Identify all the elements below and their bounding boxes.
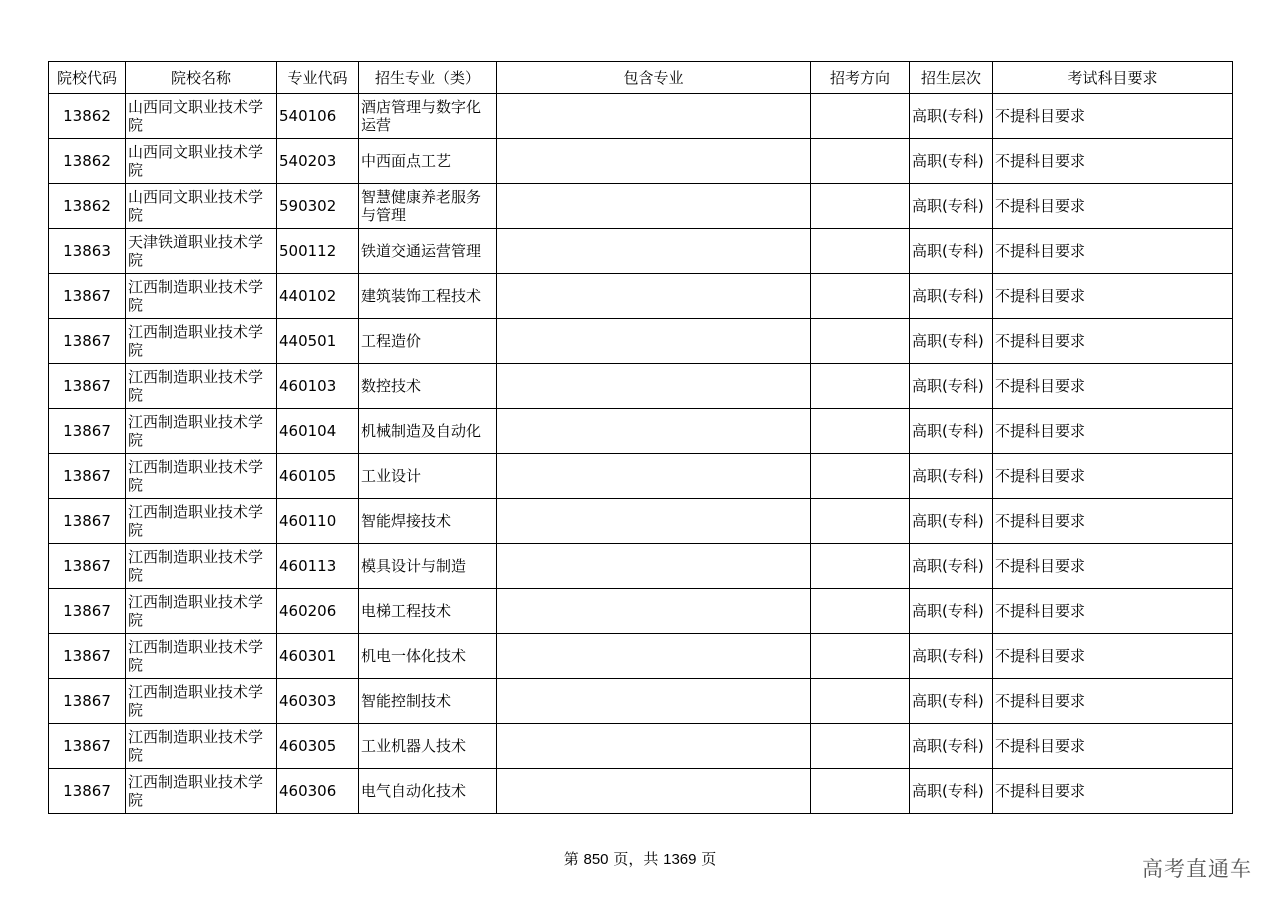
cell-included-majors <box>497 724 811 769</box>
cell-school-code: 13867 <box>49 319 126 364</box>
cell-school-code: 13867 <box>49 364 126 409</box>
cell-major: 智能控制技术 <box>359 679 497 724</box>
header-major: 招生专业（类） <box>359 62 497 94</box>
cell-major: 电梯工程技术 <box>359 589 497 634</box>
cell-direction <box>811 319 910 364</box>
cell-level: 高职(专科) <box>910 364 993 409</box>
cell-level: 高职(专科) <box>910 274 993 319</box>
table-row <box>49 274 1233 319</box>
cell-school-name: 江西制造职业技术学院 <box>126 724 277 769</box>
cell-level: 高职(专科) <box>910 589 993 634</box>
cell-direction <box>811 724 910 769</box>
cell-requirement: 不提科目要求 <box>993 319 1233 364</box>
cell-requirement: 不提科目要求 <box>993 544 1233 589</box>
cell-school-code: 13863 <box>49 229 126 274</box>
cell-direction <box>811 409 910 454</box>
cell-major-code: 460105 <box>277 454 359 499</box>
table-row <box>49 769 1233 814</box>
cell-school-code: 13867 <box>49 409 126 454</box>
cell-included-majors <box>497 139 811 184</box>
cell-school-name: 江西制造职业技术学院 <box>126 544 277 589</box>
cell-major: 电气自动化技术 <box>359 769 497 814</box>
cell-included-majors <box>497 589 811 634</box>
cell-school-code: 13867 <box>49 769 126 814</box>
cell-school-code: 13867 <box>49 454 126 499</box>
table-row <box>49 184 1233 229</box>
cell-major-code: 460103 <box>277 364 359 409</box>
table-row <box>49 229 1233 274</box>
cell-level: 高职(专科) <box>910 454 993 499</box>
cell-school-name: 天津铁道职业技术学院 <box>126 229 277 274</box>
cell-included-majors <box>497 409 811 454</box>
cell-level: 高职(专科) <box>910 229 993 274</box>
cell-school-code: 13867 <box>49 499 126 544</box>
cell-school-name: 江西制造职业技术学院 <box>126 634 277 679</box>
table-row <box>49 364 1233 409</box>
cell-school-name: 江西制造职业技术学院 <box>126 364 277 409</box>
footer-total-pages: 1369 <box>663 851 697 868</box>
table-row <box>49 409 1233 454</box>
cell-direction <box>811 274 910 319</box>
cell-requirement: 不提科目要求 <box>993 634 1233 679</box>
cell-requirement: 不提科目要求 <box>993 769 1233 814</box>
cell-school-code: 13867 <box>49 724 126 769</box>
cell-level: 高职(专科) <box>910 544 993 589</box>
cell-school-name: 江西制造职业技术学院 <box>126 589 277 634</box>
cell-major: 模具设计与制造 <box>359 544 497 589</box>
header-requirement: 考试科目要求 <box>993 62 1233 94</box>
table-row <box>49 679 1233 724</box>
cell-requirement: 不提科目要求 <box>993 94 1233 139</box>
cell-major: 酒店管理与数字化运营 <box>359 94 497 139</box>
cell-level: 高职(专科) <box>910 769 993 814</box>
cell-requirement: 不提科目要求 <box>993 229 1233 274</box>
table-row <box>49 454 1233 499</box>
cell-level: 高职(专科) <box>910 634 993 679</box>
cell-school-name: 江西制造职业技术学院 <box>126 454 277 499</box>
cell-requirement: 不提科目要求 <box>993 274 1233 319</box>
cell-school-code: 13862 <box>49 184 126 229</box>
cell-level: 高职(专科) <box>910 679 993 724</box>
cell-major-code: 460306 <box>277 769 359 814</box>
cell-included-majors <box>497 94 811 139</box>
cell-school-name: 江西制造职业技术学院 <box>126 319 277 364</box>
cell-school-name: 江西制造职业技术学院 <box>126 409 277 454</box>
cell-direction <box>811 544 910 589</box>
cell-included-majors <box>497 679 811 724</box>
cell-level: 高职(专科) <box>910 139 993 184</box>
cell-direction <box>811 94 910 139</box>
table-row <box>49 94 1233 139</box>
cell-direction <box>811 229 910 274</box>
table-row <box>49 139 1233 184</box>
cell-level: 高职(专科) <box>910 409 993 454</box>
cell-school-code: 13862 <box>49 94 126 139</box>
table-row <box>49 499 1233 544</box>
table-row <box>49 319 1233 364</box>
cell-school-code: 13867 <box>49 274 126 319</box>
cell-school-name: 江西制造职业技术学院 <box>126 499 277 544</box>
cell-level: 高职(专科) <box>910 184 993 229</box>
header-direction: 招考方向 <box>811 62 910 94</box>
cell-major: 机电一体化技术 <box>359 634 497 679</box>
cell-included-majors <box>497 229 811 274</box>
page-footer <box>0 849 1280 870</box>
footer-suffix: 页 <box>701 850 717 868</box>
cell-direction <box>811 634 910 679</box>
cell-direction <box>811 679 910 724</box>
cell-requirement: 不提科目要求 <box>993 454 1233 499</box>
admissions-table <box>48 61 1233 814</box>
cell-major-code: 460206 <box>277 589 359 634</box>
cell-major: 建筑装饰工程技术 <box>359 274 497 319</box>
header-included-majors: 包含专业 <box>497 62 811 94</box>
cell-major-code: 590302 <box>277 184 359 229</box>
cell-school-code: 13867 <box>49 634 126 679</box>
cell-direction <box>811 184 910 229</box>
cell-direction <box>811 499 910 544</box>
table-row <box>49 724 1233 769</box>
cell-requirement: 不提科目要求 <box>993 679 1233 724</box>
cell-major-code: 540106 <box>277 94 359 139</box>
cell-included-majors <box>497 184 811 229</box>
header-major-code: 专业代码 <box>277 62 359 94</box>
cell-major: 智慧健康养老服务与管理 <box>359 184 497 229</box>
cell-school-name: 江西制造职业技术学院 <box>126 769 277 814</box>
cell-included-majors <box>497 634 811 679</box>
cell-included-majors <box>497 319 811 364</box>
cell-direction <box>811 769 910 814</box>
cell-school-name: 江西制造职业技术学院 <box>126 274 277 319</box>
cell-level: 高职(专科) <box>910 499 993 544</box>
cell-level: 高职(专科) <box>910 724 993 769</box>
cell-requirement: 不提科目要求 <box>993 184 1233 229</box>
cell-major: 工程造价 <box>359 319 497 364</box>
cell-included-majors <box>497 499 811 544</box>
cell-direction <box>811 364 910 409</box>
table-row <box>49 589 1233 634</box>
cell-major: 智能焊接技术 <box>359 499 497 544</box>
cell-major-code: 460104 <box>277 409 359 454</box>
cell-school-code: 13867 <box>49 589 126 634</box>
footer-page-number: 850 <box>583 851 609 868</box>
cell-included-majors <box>497 274 811 319</box>
cell-requirement: 不提科目要求 <box>993 409 1233 454</box>
cell-direction <box>811 139 910 184</box>
cell-school-code: 13867 <box>49 544 126 589</box>
cell-major-code: 440102 <box>277 274 359 319</box>
cell-school-name: 山西同文职业技术学院 <box>126 184 277 229</box>
cell-included-majors <box>497 769 811 814</box>
cell-major: 中西面点工艺 <box>359 139 497 184</box>
cell-school-code: 13862 <box>49 139 126 184</box>
cell-major: 工业机器人技术 <box>359 724 497 769</box>
cell-requirement: 不提科目要求 <box>993 364 1233 409</box>
cell-major-code: 460303 <box>277 679 359 724</box>
table-row <box>49 544 1233 589</box>
cell-major: 工业设计 <box>359 454 497 499</box>
header-school-name: 院校名称 <box>126 62 277 94</box>
cell-included-majors <box>497 454 811 499</box>
cell-included-majors <box>497 544 811 589</box>
cell-major: 铁道交通运营管理 <box>359 229 497 274</box>
cell-major: 机械制造及自动化 <box>359 409 497 454</box>
cell-major-code: 460110 <box>277 499 359 544</box>
cell-major: 数控技术 <box>359 364 497 409</box>
header-school-code: 院校代码 <box>49 62 126 94</box>
table-row <box>49 634 1233 679</box>
cell-major-code: 540203 <box>277 139 359 184</box>
cell-direction <box>811 454 910 499</box>
cell-school-name: 山西同文职业技术学院 <box>126 139 277 184</box>
cell-school-code: 13867 <box>49 679 126 724</box>
cell-major-code: 440501 <box>277 319 359 364</box>
cell-requirement: 不提科目要求 <box>993 139 1233 184</box>
header-row <box>49 62 1233 94</box>
watermark: 高考直通车 <box>1142 857 1252 881</box>
cell-requirement: 不提科目要求 <box>993 499 1233 544</box>
cell-requirement: 不提科目要求 <box>993 724 1233 769</box>
header-level: 招生层次 <box>910 62 993 94</box>
cell-major-code: 500112 <box>277 229 359 274</box>
cell-major-code: 460305 <box>277 724 359 769</box>
cell-school-name: 江西制造职业技术学院 <box>126 679 277 724</box>
cell-included-majors <box>497 364 811 409</box>
footer-prefix: 第 <box>563 850 579 868</box>
cell-major-code: 460301 <box>277 634 359 679</box>
cell-level: 高职(专科) <box>910 319 993 364</box>
cell-major-code: 460113 <box>277 544 359 589</box>
footer-middle: 页，共 <box>613 850 659 868</box>
cell-level: 高职(专科) <box>910 94 993 139</box>
cell-requirement: 不提科目要求 <box>993 589 1233 634</box>
cell-school-name: 山西同文职业技术学院 <box>126 94 277 139</box>
cell-direction <box>811 589 910 634</box>
